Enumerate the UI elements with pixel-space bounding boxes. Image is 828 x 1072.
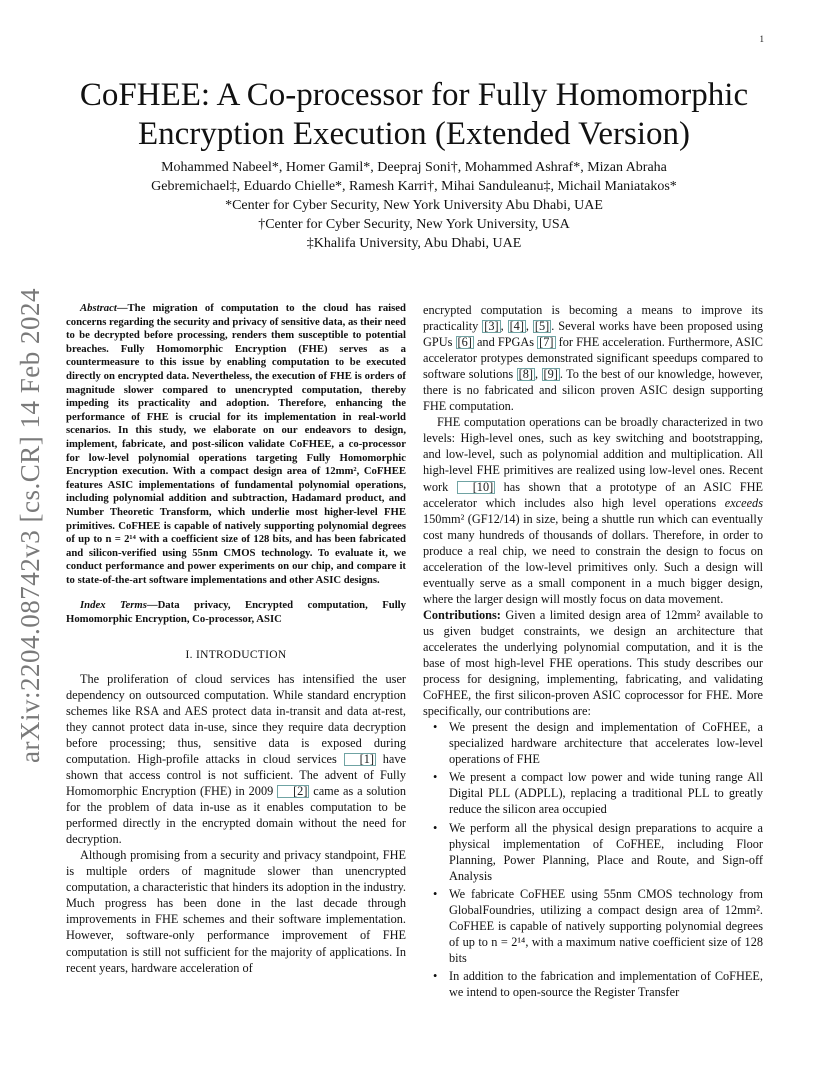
abstract-text: —The migration of computation to the cloud has raised concerns regarding the security and privacy of sensitive data, as their need to be decrypted before processing, renders them susceptible to potential breaches. Fully Homomorphic Encryption (FHE) serves as a countermeasure to this issue by enabling computation to be executed directly on encrypted data. Nevertheless, the execution of FHE is orders of magnitude slower compared to unencrypted computation, thereby impeding its practicality and adoption. Therefore, enhancing the performance of FHE is crucial for its implementation in real-world scenarios. In this study, we elaborate on our endeavors to design, implement, fabricate, and post-silicon validate CoFHEE, a co-processor for low-level polynomial operations targeting Fully Homomorphic Encryption execution. With a compact design area of 12mm², CoFHEE features ASIC implementations of fundamental polynomial operations, including polynomial addition and subtraction, Hadamard product, and Number Theoretic Transform, which underlie most higher-level FHE primitives. CoFHEE is capable of natively supporting polynomial degrees of up to n = 2¹⁴ with a coefficient size of 128 bits, and has been fabricated and silicon-verified using 55nm CMOS technology. To evaluate it, we conduct performance and power experiments on our chip, and compare it to state-of-the-art software implementations and other ASIC designs. xyxy=(66,302,406,586)
intro-p1-text-b: have shown that access control is not sufficient. The advent of Fully Homomorphic Encryption (FHE) in 2009 xyxy=(66,751,406,799)
right-paragraph-2 xyxy=(423,414,763,607)
intro-paragraph-1 xyxy=(66,671,406,848)
index-terms xyxy=(66,599,406,626)
r2-text-a: FHE computation operations can be broadly characterized in two levels: High-level ones, such as key switching and bootstrapping, and low-level, such as polynomial addition and multiplication. All high-level FHE primitives are realized using low-level ones. Recent work xyxy=(423,415,763,494)
author-line-2: Gebremichael‡, Eduardo Chielle*, Ramesh Karri†, Mihai Sanduleanu‡, Michail Maniatakos* xyxy=(151,179,677,194)
r1-text-b: . Several works have been proposed using GPUs xyxy=(423,319,763,350)
contributions-list xyxy=(423,719,763,1000)
affiliation-1: *Center for Cyber Security, New York University Abu Dhabi, UAE xyxy=(225,198,603,213)
r2-emphasis: exceeds xyxy=(724,495,763,510)
intro-p1-text-a: The proliferation of cloud services has intensified the user dependency on outsourced computation. While standard encryption schemes like RSA and AES protect data in-transit and data at-rest, they cannot protect data in-use, since they require data decryption before processing; thus, sensitive data is exposed during computation. High-profile attacks in cloud services xyxy=(66,671,406,766)
arxiv-identifier-text: arXiv:2204.08742v3 [cs.CR] 14 Feb 2024 xyxy=(14,287,45,763)
right-column xyxy=(423,302,763,1002)
r2-text-b: has shown that a prototype of an ASIC FHE accelerator which includes also high level operations xyxy=(423,479,763,510)
paper-title: CoFHEE: A Co-processor for Fully Homomorphic Encryption Execution (Extended Version) xyxy=(79,77,749,152)
citation-8[interactable]: [8] xyxy=(518,367,533,382)
list-item: • In addition to the fabrication and implementation of CoFHEE, we intend to open-source the Register Transfer xyxy=(449,968,763,1000)
list-item: • We perform all the physical design preparations to acquire a physical implementation of CoFHEE, including Floor Planning, Power Planning, Place and Route, and Sign-off Analysis xyxy=(449,820,763,884)
affiliation-2: †Center for Cyber Security, New York University, USA xyxy=(258,217,570,232)
page-number: 1 xyxy=(759,34,764,44)
index-terms-text: —Data privacy, Encrypted computation, Fully Homomorphic Encryption, Co-processor, ASIC xyxy=(66,599,406,626)
citation-5[interactable]: [5] xyxy=(534,319,550,334)
citation-1[interactable]: [1] xyxy=(344,753,376,766)
section-heading-introduction: I. INTRODUCTION xyxy=(185,648,287,661)
r1-text-e: . To the best of our knowledge, however, there is no fabricated and silicon proven ASIC design supporting FHE computation. xyxy=(423,367,763,414)
citation-9[interactable]: [9] xyxy=(543,367,558,382)
affiliation-3: ‡Khalifa University, Abu Dhabi, UAE xyxy=(306,236,522,251)
r1-text-d: for FHE acceleration. Furthermore, ASIC accelerator protypes demonstrated significant speedups compared to software solutions xyxy=(423,335,763,382)
index-terms-lead: Index Terms xyxy=(80,599,147,612)
arxiv-identifier xyxy=(4,287,56,763)
citation-6[interactable]: [6] xyxy=(457,335,472,350)
citation-2[interactable]: [2] xyxy=(277,785,309,798)
list-item: • We fabricate CoFHEE using 55nm CMOS technology from GlobalFoundries, utilizing a compact design area of 12mm². CoFHEE is capable of natively supporting polynomial degrees of up to n = 2¹⁴, with a maximum native coefficient size of 128 bits xyxy=(449,886,763,966)
contributions-lead: Contributions: xyxy=(423,607,501,622)
r2-text-c: 150mm² (GF12/14) in size, being a shuttle run which can eventually cost many hundreds of thousands of dollars. Therefore, in order to produce a real chip, we need to constrain the design to focus on acceleration of the low-level primitives only. Such a design will eventually serve as a small component in a much bigger design, where the larger design will mostly focus on data movement. xyxy=(423,511,763,606)
contributions-paragraph xyxy=(423,607,763,719)
intro-p1-text-c: came as a solution for the problem of data in-use as it enables computation to be performed directly in the encrypted domain without the need for decryption. xyxy=(66,784,406,847)
citation-7[interactable]: [7] xyxy=(539,335,554,350)
list-item: • We present the design and implementation of CoFHEE, a specialized hardware architecture that accelerates low-level operations of FHE xyxy=(449,719,763,767)
citation-10[interactable]: [10] xyxy=(457,481,496,494)
author-line-1: Mohammed Nabeel*, Homer Gamil*, Deepraj Soni†, Mohammed Ashraf*, Mizan Abraha xyxy=(161,160,667,175)
citation-3[interactable]: [3] xyxy=(484,319,499,334)
intro-paragraph-2: Although promising from a security and privacy standpoint, FHE is multiple orders of magnitude slower than unencrypted computation, a characteristic that hinders its adoption in the industry. Much progress has been done in the last decade through improvements in FHE schemes and their software implementation. However, software-only performance improvement of FHE computation is still not sufficient for the majority of applications. In recent years, hardware acceleration of xyxy=(66,848,406,975)
citation-4[interactable]: [4] xyxy=(509,319,524,334)
r1-text-a: encrypted computation is becoming a means to improve its practicality xyxy=(423,303,763,334)
abstract-lead: Abstract xyxy=(80,302,117,314)
list-item: • We present a compact low power and wide tuning range All Digital PLL (ADPLL), replacing a traditional PLL to greatly reduce the silicon area occupied xyxy=(449,769,763,817)
contributions-text: Given a limited design area of 12mm² available to us given budget constraints, we design an architecture that accelerates the underlying polynomial computation, and it is the base of most high-level FHE operations. This study describes our process for designing, implementing, fabricating, and validating CoFHEE, the first silicon-proven ASIC coprocessor for FHE. More specifically, our contributions are: xyxy=(423,607,763,719)
r1-text-c: and FPGAs xyxy=(473,335,538,350)
abstract xyxy=(66,302,406,587)
right-paragraph-1: encrypted computation is becoming a means to improve its practicality [3] , [4] , [5] . Several works have been proposed using GPUs [6] and FPGAs [7] for FHE acceleration. Furthermore, ASIC accelerator protypes demonstrated significant speedups compared to software solutions [8] , [9] . To the best of our knowledge, however, there is no fabricated and silicon proven ASIC design supporting FHE computation. xyxy=(423,303,763,414)
author-block xyxy=(80,158,748,253)
left-column xyxy=(66,302,406,976)
